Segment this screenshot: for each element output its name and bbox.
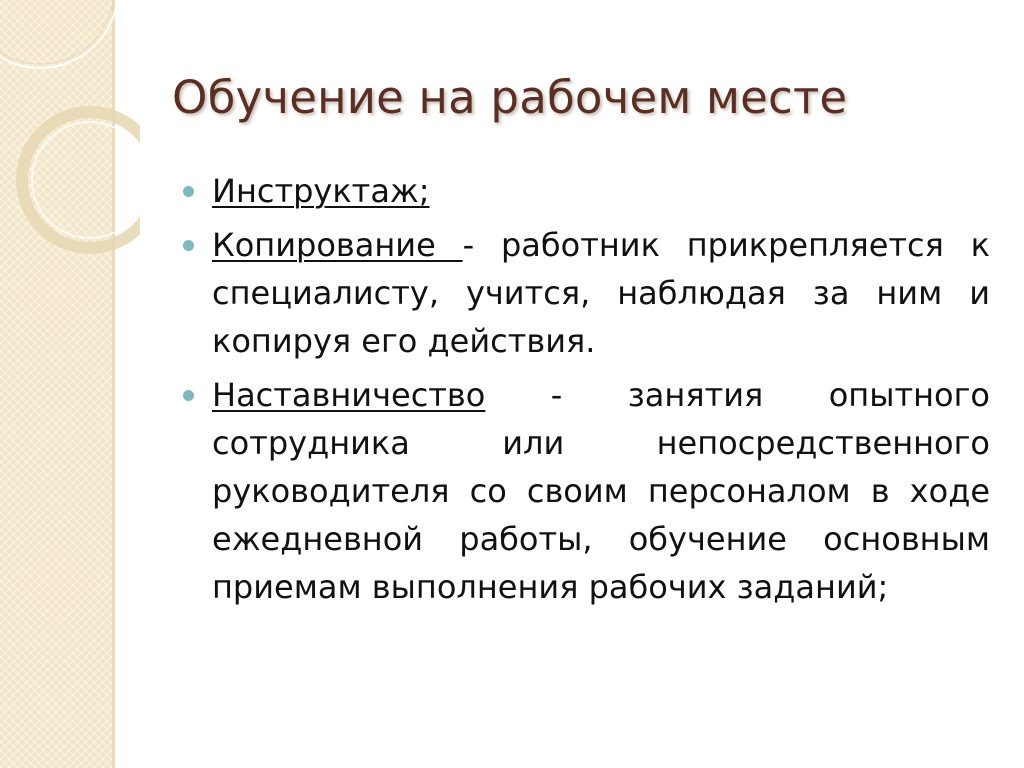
- slide-title: Обучение на рабочем месте: [172, 71, 848, 124]
- list-item: [212, 371, 990, 611]
- item-term: Копирование: [212, 226, 463, 264]
- bullet-icon: [183, 390, 194, 401]
- item-term: Инструктаж;: [212, 172, 430, 210]
- bullet-icon: [183, 186, 194, 197]
- bullet-icon: [183, 240, 194, 251]
- item-term: Наставничество: [212, 376, 486, 414]
- item-description: - занятия опытного сотрудника или непосредственного руководителя со своим персоналом в ходе ежедневной работы, обучение основным приемам выполнения рабочих заданий;: [212, 376, 990, 606]
- item-description: - работник прикрепляется к специалисту, учится, наблюдая за ним и копируя его действия.: [212, 226, 991, 360]
- bullet-list: [212, 167, 990, 611]
- list-item: [212, 167, 990, 215]
- decorative-rings: [0, 0, 140, 260]
- list-item: [212, 221, 990, 365]
